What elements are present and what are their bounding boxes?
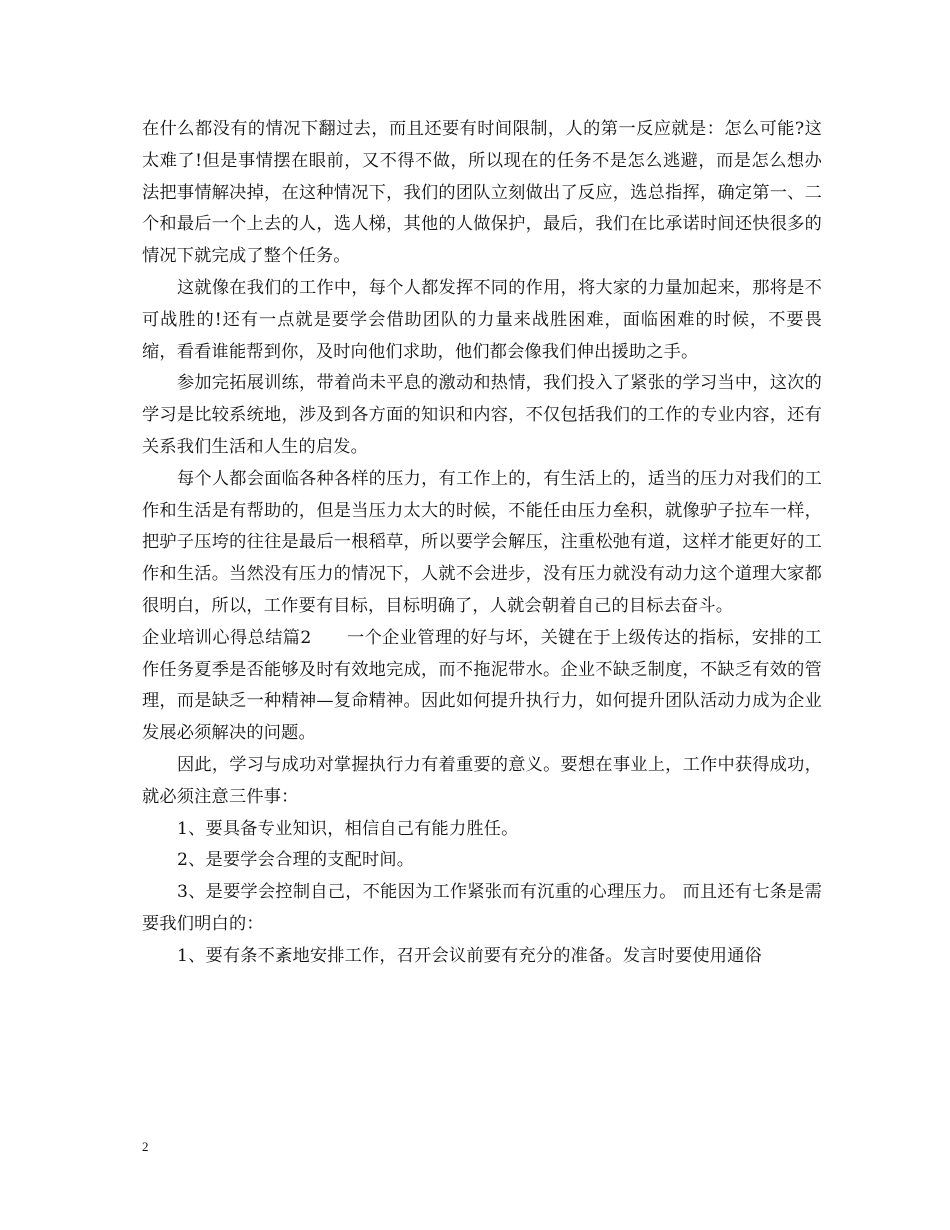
paragraph-6: 因此，学习与成功对掌握执行力有着重要的意义。要想在事业上，工作中获得成功，就必须注意三件事：: [142, 754, 822, 807]
paragraph-4: 每个人都会面临各种各样的压力，有工作上的，有生活上的，适当的压力对我们的工作和生活是有帮助的，但是当压力太大的时候，不能任由压力垒积，就像驴子拉车一样，把驴子压垮的往往是最后一根稻草，所以要学会解压，注重松弛有道，这样才能更好的工作和生活。当然没有压力的情况下，人就不会进步，没有压力就没有动力这个道理大家都很明白，所以，工作要有目标，目标明确了，人就会朝着自己的目标去奋斗。: [142, 468, 822, 616]
list-item-1: 1、要具备专业知识，相信自己有能力胜任。: [177, 818, 519, 839]
paragraph-3: 参加完拓展训练，带着尚未平息的激动和热情，我们投入了紧张的学习当中，这次的学习是比较系统地，涉及到各方面的知识和内容，不仅包括我们的工作的专业内容，还有关系我们生活和人生的启发。: [142, 373, 822, 457]
paragraph-2: 这就像在我们的工作中，每个人都发挥不同的作用，将大家的力量加起来，那将是不可战胜的!还有一点就是要学会借助团队的力量来战胜困难，面临困难的时候，不要畏缩，看看谁能帮到你，及时向他们求助，他们都会像我们伸出援助之手。: [142, 277, 822, 362]
paragraph-1: 在什么都没有的情况下翻过去，而且还要有时间限制，人的第一反应就是：怎么可能?这太难了!但是事情摆在眼前，又不得不做，所以现在的任务不是怎么逃避，而是怎么想办法把事情解决掉，在这种情况下，我们的团队立刻做出了反应，选总指挥，确定第一、二个和最后一个上去的人，选人梯，其他的人做保护，最后，我们在比承诺时间还快很多的情况下就完成了整个任务。: [142, 119, 822, 267]
list-item-3: 3、是要学会控制自己，不能因为工作紧张而有沉重的心理压力。 而且还有七条是需要我们明白的：: [142, 882, 822, 934]
list-item-2: 2、是要学会合理的支配时间。: [177, 850, 415, 871]
page-number: 2: [142, 1139, 149, 1154]
document-body: [142, 114, 822, 973]
section-heading-paragraph: 企业培训心得总结篇2 一个企业管理的好与坏，关键在于上级传达的指标，安排的工作任务夏季是否能够及时有效地完成，而不拖泥带水。企业不缺乏制度，不缺乏有效的管理，而是缺乏一种精神—复命精神。因此如何提升执行力，如何提升团队活动力成为企业发展必须解决的问题。: [142, 627, 822, 744]
rule-item-1: 1、要有条不紊地安排工作，召开会议前要有充分的准备。发言时要使用通俗: [177, 945, 762, 966]
